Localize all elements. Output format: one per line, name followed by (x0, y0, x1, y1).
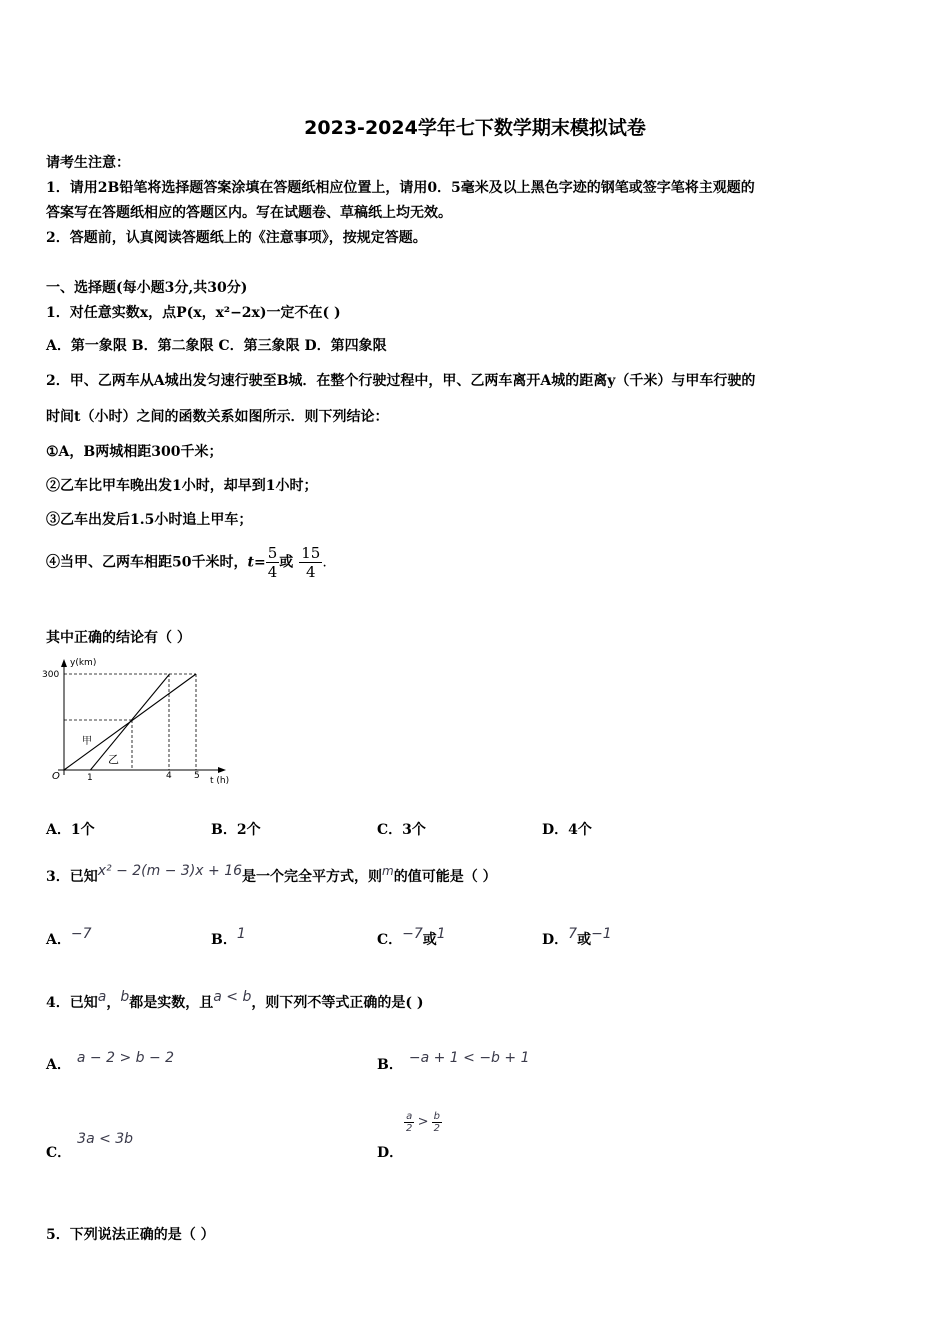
q3-mid: 是一个完全平方式，则 (242, 869, 383, 885)
q3-option-b (211, 926, 246, 949)
q3-option-c-or: 或 (422, 932, 437, 948)
q2-c4-t: t= (247, 554, 266, 571)
q2-c4-prefix: ④当甲、乙两车相距50千米时， (46, 554, 248, 571)
q4-mid: 都是实数，且 (129, 995, 214, 1011)
q3-prefix: 3．已知 (46, 869, 98, 885)
x-tick-5: 5 (194, 771, 200, 781)
q3-option-c-label: C． (377, 932, 403, 948)
q4-prefix: 4．已知 (46, 995, 98, 1011)
q3-stem (46, 863, 497, 886)
q4-option-c (46, 1131, 134, 1162)
q3-option-d (542, 926, 612, 949)
fraction-denominator: 2 (433, 1123, 441, 1134)
q4-option-d-gt: > (417, 1114, 429, 1130)
fraction-b-over-2 (432, 1111, 442, 1134)
q2-stem-line-2: 时间t（小时）之间的函数关系如图所示．则下列结论： (46, 409, 389, 425)
y-tick-300: 300 (42, 670, 60, 680)
fraction-denominator: 2 (406, 1123, 413, 1134)
q4-var-b: b (120, 989, 130, 1005)
q2-option-d: D．4个 (542, 822, 592, 838)
q3-option-a (46, 926, 92, 949)
notice-line-1b: 答案写在答题纸相应的答题区内。写在试题卷、草稿纸上均无效。 (46, 205, 452, 221)
q4-suffix: ，则下列不等式正确的是( ) (251, 995, 424, 1011)
x-axis-arrow-icon (218, 767, 226, 773)
series-jia-label: 甲 (82, 736, 92, 747)
series-yi-line (90, 674, 169, 770)
notice-line-1a: 1．请用2B铅笔将选择题答案涂填在答题纸相应位置上，请用0．5毫米及以上黑色字迹的钢笔或签字笔将主观题的 (46, 180, 755, 196)
x-tick-1: 1 (87, 773, 93, 783)
fraction-denominator: 4 (306, 563, 316, 581)
q3-option-b-value: 1 (236, 926, 246, 942)
y-axis-arrow-icon (61, 659, 67, 667)
distance-time-graph (40, 655, 250, 790)
fraction-5-4 (266, 544, 280, 581)
q4-option-b-label: B． (377, 1057, 403, 1073)
q1-stem: 1．对任意实数x，点P(x，x²−2x)一定不在( ) (46, 305, 341, 321)
fraction-a-over-2 (404, 1111, 414, 1134)
fraction-numerator: 5 (267, 544, 278, 562)
q2-option-c: C．3个 (377, 822, 426, 838)
q3-option-a-label: A． (46, 932, 71, 948)
fraction-15-4 (299, 544, 322, 581)
q4-var-a: a (97, 989, 107, 1005)
q5-stem: 5．下列说法正确的是（ ） (46, 1227, 215, 1243)
y-axis-label: y(km) (70, 658, 97, 668)
q2-conclusion-4 (46, 544, 327, 581)
q4-option-a (46, 1050, 175, 1074)
q3-option-c (377, 926, 446, 949)
q3-option-c-value2: 1 (436, 926, 446, 942)
q4-option-d-value (404, 1111, 442, 1134)
q4-option-c-label: C． (46, 1145, 72, 1161)
q4-comma: ， (106, 995, 121, 1011)
q3-option-c-value1: −7 (402, 926, 423, 942)
q3-option-b-label: B． (211, 932, 237, 948)
x-tick-4: 4 (166, 771, 172, 781)
q4-option-a-value: a − 2 > b − 2 (76, 1050, 175, 1066)
fraction-denominator: 4 (267, 563, 278, 581)
q3-option-d-or: 或 (577, 932, 592, 948)
q2-stem-line-1: 2．甲、乙两车从A城出发匀速行驶至B城．在整个行驶过程中，甲、乙两车离开A城的距离y（千米）与甲车行驶的 (46, 373, 756, 389)
section-heading: 一、选择题(每小题3分,共30分) (46, 280, 248, 296)
fraction-numerator: 15 (301, 544, 321, 562)
q3-option-d-label: D． (542, 932, 569, 948)
q3-var-m: m (382, 864, 394, 878)
q2-conclusion-2: ②乙车比甲车晚出发1小时，却早到1小时； (46, 478, 318, 494)
q4-option-c-value: 3a < 3b (77, 1131, 134, 1147)
q3-expression: x² − 2(m − 3)x + 16 (97, 863, 243, 879)
q4-option-a-label: A． (46, 1057, 71, 1073)
q4-option-b-value: −a + 1 < −b + 1 (408, 1050, 530, 1066)
series-yi-label: 乙 (108, 753, 119, 766)
q2-conclusion-1: ①A，B两城相距300千米； (46, 444, 223, 460)
q4-stem (46, 989, 424, 1012)
q4-option-b (377, 1050, 530, 1074)
q2-question: 其中正确的结论有（ ） (46, 630, 191, 646)
q4-option-d-label: D． (377, 1145, 404, 1161)
fraction-numerator: a (404, 1111, 414, 1123)
q4-option-d (377, 1111, 441, 1162)
q3-option-a-value: −7 (70, 926, 92, 942)
q4-condition: a < b (213, 989, 252, 1005)
notice-heading: 请考生注意： (46, 155, 130, 171)
q3-suffix: 的值可能是（ ） (393, 869, 497, 885)
q3-option-d-value1: 7 (568, 926, 578, 942)
q2-c4-end: . (322, 554, 327, 571)
notice-line-2: 2．答题前，认真阅读答题纸上的《注意事项》，按规定答题。 (46, 230, 427, 246)
x-axis-label: t (h) (210, 776, 230, 786)
q2-option-b: B．2个 (211, 822, 261, 838)
origin-label: O (52, 771, 60, 782)
q3-option-d-value2: −1 (591, 926, 612, 942)
page-title: 2023-2024学年七下数学期末模拟试卷 (304, 117, 646, 139)
q1-options: A．第一象限 B．第二象限 C．第三象限 D．第四象限 (46, 338, 387, 354)
fraction-numerator: b (432, 1111, 442, 1123)
q2-c4-or: 或 (279, 554, 294, 571)
q2-option-a: A．1个 (46, 822, 95, 838)
q2-conclusion-3: ③乙车出发后1.5小时追上甲车； (46, 512, 253, 528)
